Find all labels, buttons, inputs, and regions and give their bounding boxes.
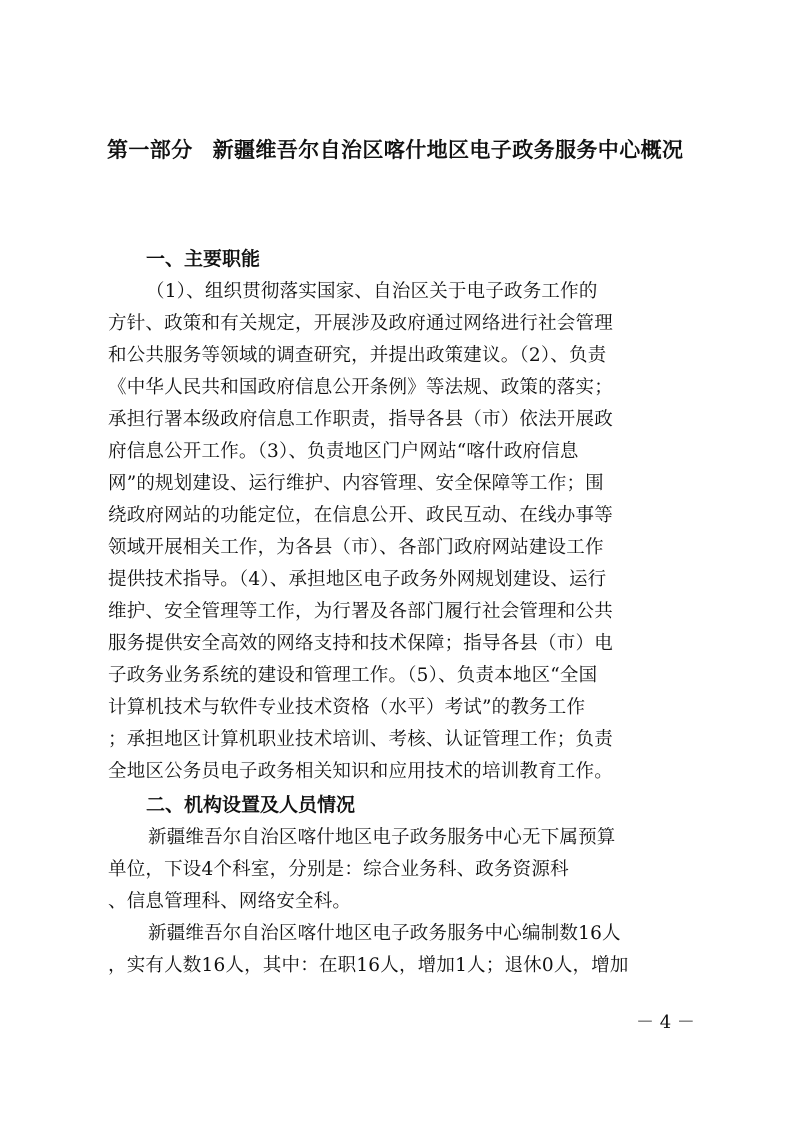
text-line: ；承担地区计算机职业技术培训、考核、认证管理工作；负责 <box>108 729 613 750</box>
text-line: 绕政府网站的功能定位，在信息公开、政民互动、在线办事等 <box>108 505 613 526</box>
text-line: 新疆维吾尔自治区喀什地区电子政务服务中心无下属预算 <box>148 827 616 848</box>
section-heading-main-functions: 一、主要职能 <box>146 248 261 270</box>
page-number: － 4 － <box>636 1012 695 1033</box>
text-line: 、信息管理科、网络安全科。 <box>108 891 352 912</box>
title-part-label: 第一部分 <box>107 138 193 162</box>
text-line: 全地区公务员电子政务相关知识和应用技术的培训教育工作。 <box>108 761 613 782</box>
text-line: 单位，下设4个科室，分别是：综合业务科、政务资源科 <box>108 859 569 880</box>
text-line: 《中华人民共和国政府信息公开条例》等法规、政策的落实； <box>108 377 613 398</box>
text-line: （1）、组织贯彻落实国家、自治区关于电子政务工作的 <box>146 281 598 302</box>
text-line: 和公共服务等领域的调查研究，并提出政策建议。（2）、负责 <box>108 345 607 366</box>
staffing-paragraph <box>108 918 698 982</box>
text-line: 服务提供安全高效的网络支持和技术保障；指导各县（市）电 <box>108 633 613 654</box>
document-body <box>108 242 698 982</box>
text-line: ，实有人数16人，其中：在职16人，增加1人；退休0人，增加 <box>108 955 629 976</box>
text-line: 网”的规划建设、运行维护、内容管理、安全保障等工作；围 <box>108 473 604 494</box>
title-organization-name: 新疆维吾尔自治区喀什地区电子政务服务中心概况 <box>212 138 684 162</box>
text-line: 计算机技术与软件专业技术资格（水平）考试”的教务工作 <box>108 697 586 718</box>
section-heading-organization-staffing: 二、机构设置及人员情况 <box>146 794 356 816</box>
main-functions-paragraph <box>108 276 698 788</box>
text-line: 方针、政策和有关规定，开展涉及政府通过网络进行社会管理 <box>108 313 613 334</box>
text-line: 子政务业务系统的建设和管理工作。（5）、负责本地区“全国 <box>108 665 598 686</box>
text-line: 新疆维吾尔自治区喀什地区电子政务服务中心编制数16人 <box>148 923 621 944</box>
text-line: 提供技术指导。（4）、承担地区电子政务外网规划建设、运行 <box>108 569 607 590</box>
organization-paragraph <box>108 822 698 918</box>
text-line: 领域开展相关工作，为各县（市）、各部门政府网站建设工作 <box>108 537 604 558</box>
text-line: 府信息公开工作。（3）、负责地区门户网站“喀什政府信息 <box>108 441 579 462</box>
page-title <box>107 136 707 164</box>
text-line: 承担行署本级政府信息工作职责，指导各县（市）依法开展政 <box>108 409 613 430</box>
text-line: 维护、安全管理等工作，为行署及各部门履行社会管理和公共 <box>108 601 613 622</box>
